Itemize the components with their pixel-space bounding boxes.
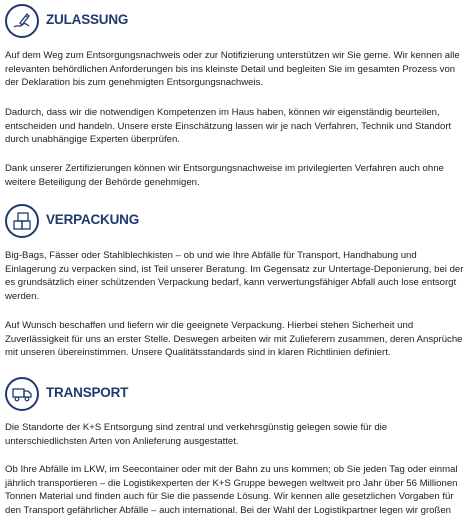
truck-icon — [5, 377, 39, 411]
paragraph: Dank unserer Zertifizierungen können wir Entsorgungsnachweise im privilegierten Verfahren auch ohne weitere Beteiligung der Behörde genehmigen. — [5, 163, 444, 188]
section-header — [0, 204, 474, 244]
section-title: TRANSPORT — [46, 385, 129, 400]
paragraph: Ob Ihre Abfälle im LKW, im Seecontainer oder mit der Bahn zu uns kommen; ob Sie jeden Tag oder einmal jährlich transportieren – die Logistikexperten der K+S Gruppe bewegen weltweit pro Jahr über 56 Millionen Tonnen Material und finden auch für Sie die passende Lösung. Wir kennen alle gesetzlichen Vorgaben für den Transport gefährlicher Abfälle – auch international. Bei der Wahl der Logistikpartner legen wir großen — [5, 464, 458, 516]
section-transport — [0, 377, 474, 417]
section-title: ZULASSUNG — [46, 12, 129, 27]
pen-signature-icon — [5, 4, 39, 38]
section-title: VERPACKUNG — [46, 212, 140, 227]
paragraph: Die Standorte der K+S Entsorgung sind zentral und verkehrsgünstig gelegen sowie für die unterschiedlichsten Arten von Anlieferung ausgestattet. — [5, 422, 388, 447]
paragraph: Dadurch, dass wir die notwendigen Kompetenzen im Haus haben, können wir eigenständig beurteilen, entscheiden und handeln. Unsere erste Einschätzung lassen wir je nach Verfahren, Technik und Standort durch unabhängige Experten überprüfen. — [5, 107, 452, 145]
section-header — [0, 377, 474, 417]
section-verpackung — [0, 204, 474, 244]
paragraph: Auf dem Weg zum Entsorgungsnachweis oder zur Notifizierung unterstützen wir Sie gerne. Wir kennen alle relevanten behördlichen Anforderungen bis ins kleinste Detail und begleiten Sie im gesamten Prozess von der Deklaration bis zum genehmigten Entsorgungsnachweis. — [5, 50, 460, 88]
paragraph: Big-Bags, Fässer oder Stahlblechkisten – ob und wie Ihre Abfälle für Transport, Handhabung und Einlagerung zu verpacken sind, ist Teil unserer Beratung. Im Gegensatz zur Untertage-Deponierung, bei der es grundsätzlich einer schützenden Verpackung bedarf, kann verwertungsfähiger Abfall auch lose entsorgt werden. — [5, 250, 464, 302]
section-zulassung — [0, 4, 474, 44]
section-header — [0, 4, 474, 44]
boxes-icon — [5, 204, 39, 238]
paragraph: Auf Wunsch beschaffen und liefern wir die geeignete Verpackung. Hierbei stehen Sicherheit und Zuverlässigkeit für uns an erster Stelle. Deswegen arbeiten wir mit Zulieferern zusammen, deren Ansprüche mit unseren übereinstimmen. Unsere Qualitätsstandards sind in klaren Richtlinien definiert. — [5, 320, 463, 358]
